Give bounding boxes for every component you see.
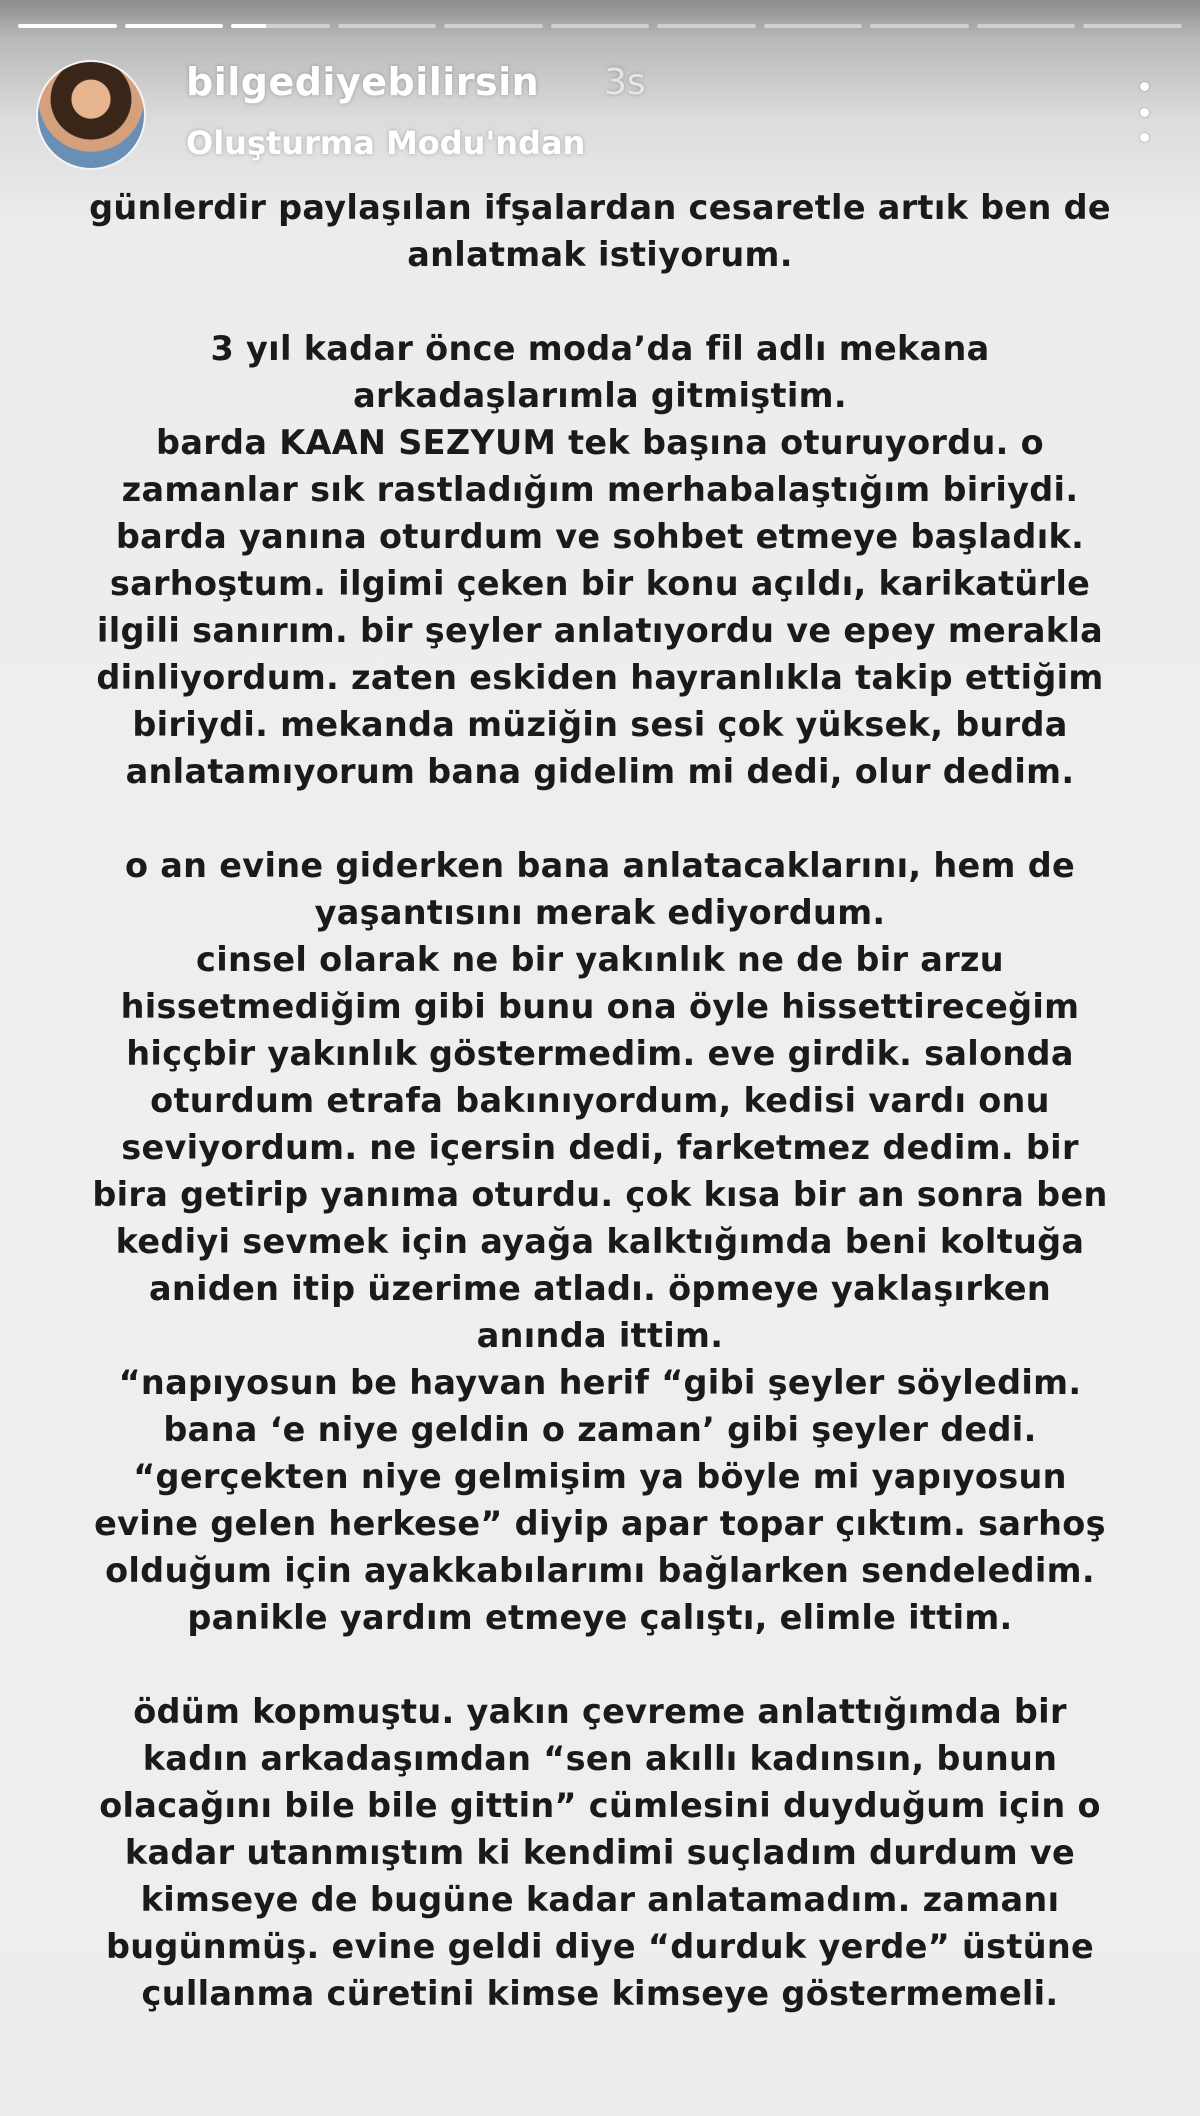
story-line: dinliyordum. zaten eskiden hayranlıkla takip ettiğim <box>96 658 1104 697</box>
dot <box>1140 133 1149 142</box>
avatar[interactable] <box>36 60 146 170</box>
story-line: sarhoştum. ilgimi çeken bir konu açıldı, karikatürle <box>109 564 1091 603</box>
story-line: biriydi. mekanda müziğin sesi çok yüksek, burda <box>132 705 1068 744</box>
dot <box>1140 108 1149 117</box>
story-line: barda yanına oturdum ve sohbet etmeye başladık. <box>115 517 1085 556</box>
story-line: bugünmüş. evine geldi diye “durduk yerde” üstüne <box>105 1927 1095 1966</box>
username[interactable]: bilgediyebilirsin <box>186 60 540 104</box>
story-line: çullanma cüretini kimse kimseye göstermemeli. <box>141 1974 1059 2013</box>
story-line: anlatmak istiyorum. <box>407 235 793 274</box>
story-line: “gerçekten niye gelmişim ya böyle mi yapıyosun <box>133 1457 1067 1496</box>
story-line: kimseye de bugüne kadar anlatamadım. zamanı <box>140 1880 1060 1919</box>
story-line: kadın arkadaşımdan “sen akıllı kadınsın, bunun <box>142 1739 1058 1778</box>
story-line: kediyi sevmek için ayağa kalktığımda beni koltuğa <box>115 1222 1085 1261</box>
story-line: yaşantısını merak ediyordum. <box>314 893 886 932</box>
create-mode-label[interactable]: Oluşturma Modu'ndan <box>186 124 586 162</box>
story-line: kadar utanmıştım ki kendimi suçladım durdum ve <box>124 1833 1076 1872</box>
progress-segment <box>870 24 969 28</box>
story-progress-bar <box>18 24 1182 30</box>
story-line: ilgili sanırım. bir şeyler anlatıyordu ve epey merakla <box>96 611 1104 650</box>
more-options-icon[interactable] <box>1134 82 1154 142</box>
story-line: oturdum etrafa bakınıyordum, kedisi vardı onu <box>150 1081 1050 1120</box>
story-line: hiççbir yakınlık göstermedim. eve girdik. salonda <box>126 1034 1074 1073</box>
progress-segment <box>551 24 650 28</box>
story-line: olduğum için ayakkabılarımı bağlarken sendeledim. <box>105 1551 1095 1590</box>
story-line: barda KAAN SEZYUM tek başına oturuyordu. o <box>156 423 1044 462</box>
progress-fill <box>18 24 117 28</box>
story-line: hissetmediğim gibi bunu ona öyle hissettireceğim <box>120 987 1080 1026</box>
story-line: evine gelen herkese” diyip apar topar çıktım. sarhoş <box>94 1504 1106 1543</box>
story-header <box>36 58 1164 178</box>
story-paragraph <box>40 325 1160 795</box>
story-line: ödüm kopmuştu. yakın çevreme anlattığımda bir <box>133 1692 1067 1731</box>
dot <box>1140 82 1149 91</box>
progress-segment <box>977 24 1076 28</box>
story-line: bira getirip yanıma oturdu. çok kısa bir an sonra ben <box>92 1175 1108 1214</box>
story-line: zamanlar sık rastladığım merhabalaştığım biriydi. <box>121 470 1079 509</box>
progress-segment <box>231 24 330 28</box>
story-line: bana ‘e niye geldin o zaman’ gibi şeyler dedi. <box>163 1410 1037 1449</box>
story-line: günlerdir paylaşılan ifşalardan cesaretle artık ben de <box>89 188 1111 227</box>
story-line: anlatamıyorum bana gidelim mi dedi, olur dedim. <box>125 752 1075 791</box>
progress-segment <box>18 24 117 28</box>
story-line: “napıyosun be hayvan herif “gibi şeyler söyledim. <box>118 1363 1082 1402</box>
progress-segment <box>657 24 756 28</box>
progress-fill <box>125 24 224 28</box>
story-paragraph <box>40 184 1160 278</box>
progress-segment <box>1083 24 1182 28</box>
progress-segment <box>764 24 863 28</box>
story-line: anında ittim. <box>476 1316 724 1355</box>
story-paragraph <box>40 842 1160 1641</box>
progress-segment <box>338 24 437 28</box>
story-line: 3 yıl kadar önce moda’da fil adlı mekana <box>210 329 990 368</box>
story-line: aniden itip üzerime atladı. öpmeye yaklaşırken <box>148 1269 1052 1308</box>
progress-segment <box>125 24 224 28</box>
story-paragraph <box>40 1688 1160 2017</box>
story-text <box>40 184 1160 2017</box>
story-line: panikle yardım etmeye çalıştı, elimle ittim. <box>187 1598 1013 1637</box>
story-line: o an evine giderken bana anlatacaklarını, hem de <box>124 846 1076 885</box>
story-line: seviyordum. ne içersin dedi, farketmez dedim. bir <box>121 1128 1079 1167</box>
post-time: 3s <box>604 62 646 103</box>
progress-fill <box>231 24 265 28</box>
story-line: cinsel olarak ne bir yakınlık ne de bir arzu <box>196 940 1004 979</box>
progress-segment <box>444 24 543 28</box>
story-line: arkadaşlarımla gitmiştim. <box>353 376 847 415</box>
story-line: olacağını bile bile gittin” cümlesini duyduğum için o <box>99 1786 1101 1825</box>
